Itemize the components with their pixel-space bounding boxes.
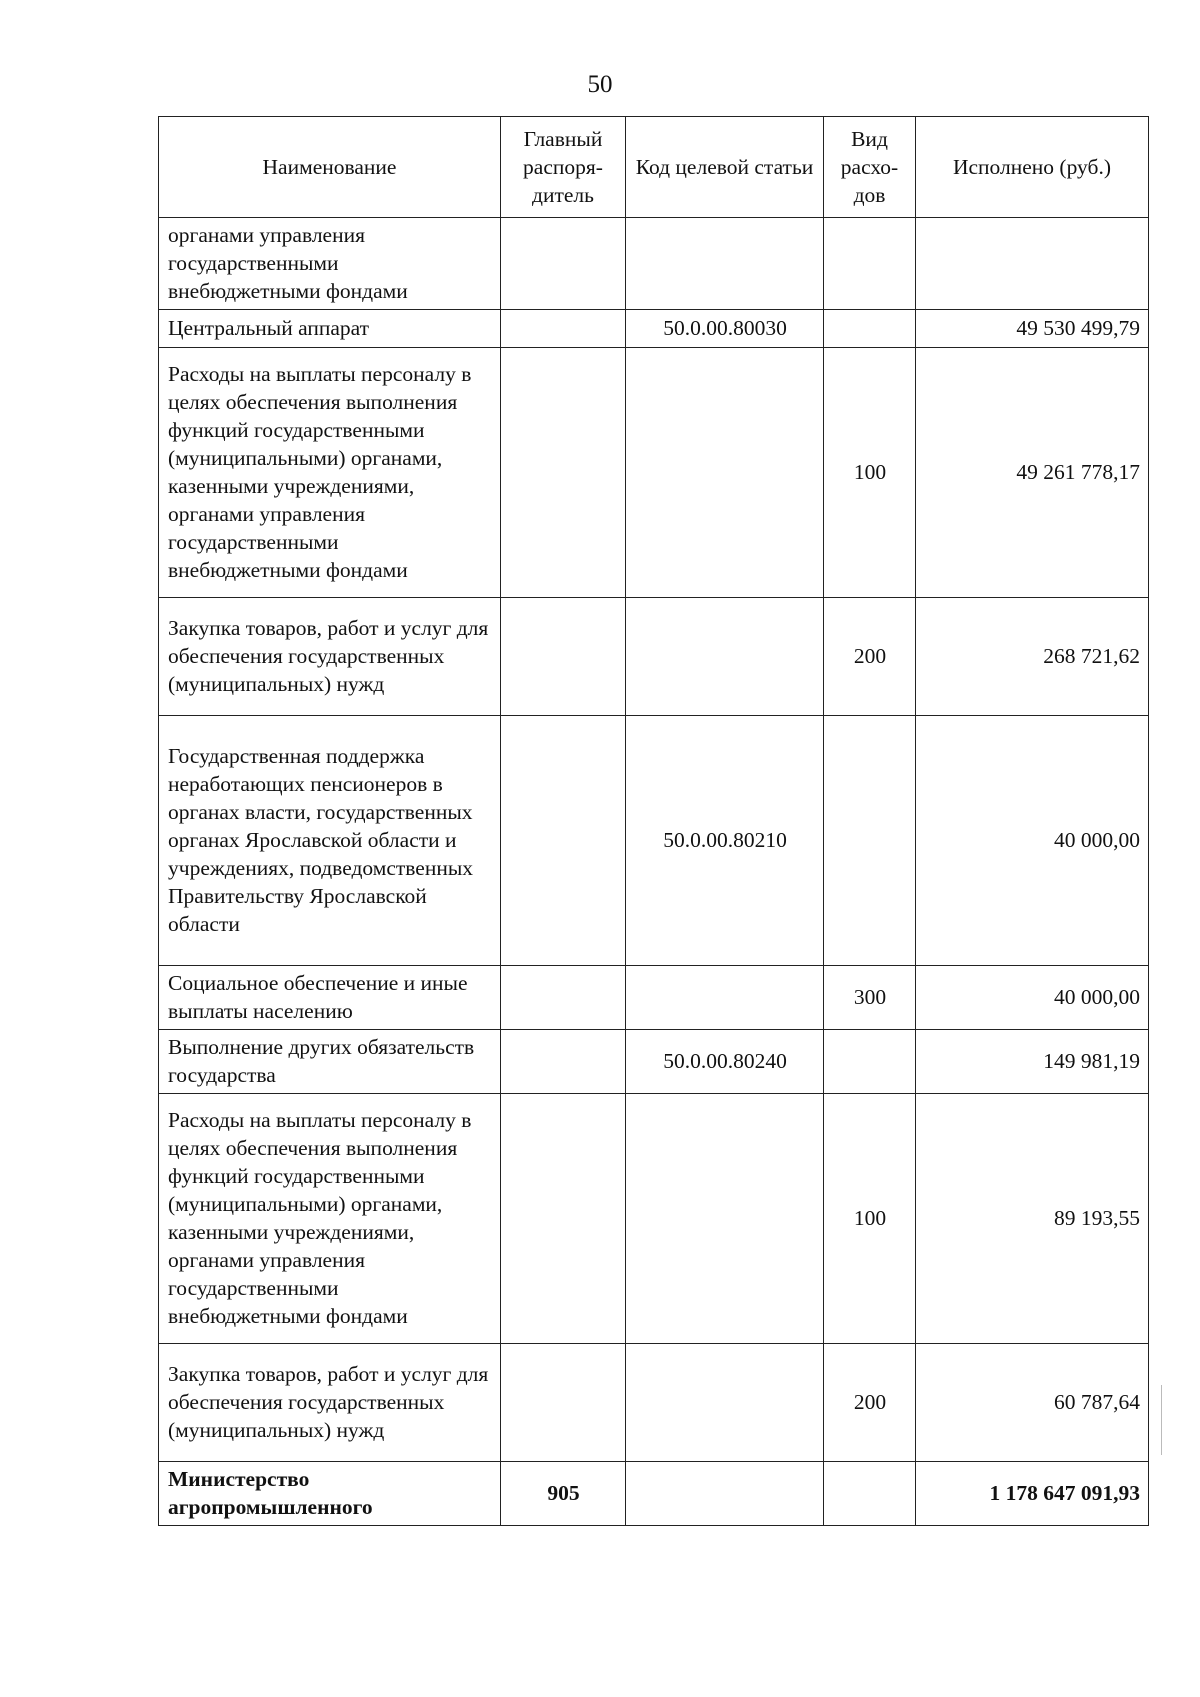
row-code <box>626 598 824 716</box>
table-row <box>159 218 1149 310</box>
table-row <box>159 1462 1149 1526</box>
header-manager: Главный распоря-дитель <box>501 117 626 218</box>
row-amount: 1 178 647 091,93 <box>916 1462 1149 1526</box>
row-code: 50.0.00.80030 <box>626 310 824 348</box>
table-row <box>159 716 1149 966</box>
table-row <box>159 598 1149 716</box>
row-amount: 60 787,64 <box>916 1344 1149 1462</box>
table-row <box>159 1030 1149 1094</box>
row-code <box>626 348 824 598</box>
row-type <box>824 218 916 310</box>
table-row <box>159 966 1149 1030</box>
row-code: 50.0.00.80240 <box>626 1030 824 1094</box>
row-type: 300 <box>824 966 916 1030</box>
row-type: 200 <box>824 598 916 716</box>
row-manager: 905 <box>501 1462 626 1526</box>
row-name: Центральный аппарат <box>159 310 501 348</box>
row-code <box>626 1462 824 1526</box>
row-name: Закупка товаров, работ и услуг для обеспечения государственных (муниципальных) нужд <box>159 1344 501 1462</box>
header-type: Вид расхо-дов <box>824 117 916 218</box>
row-amount: 89 193,55 <box>916 1094 1149 1344</box>
row-amount: 49 261 778,17 <box>916 348 1149 598</box>
expenditure-table <box>158 116 1149 1526</box>
row-manager <box>501 966 626 1030</box>
page-number: 50 <box>587 71 613 98</box>
table-row <box>159 1094 1149 1344</box>
row-manager <box>501 1030 626 1094</box>
table-body <box>159 218 1149 1526</box>
row-code <box>626 218 824 310</box>
row-manager <box>501 1094 626 1344</box>
row-amount: 268 721,62 <box>916 598 1149 716</box>
header-row <box>159 117 1149 218</box>
row-amount: 40 000,00 <box>916 716 1149 966</box>
row-manager <box>501 1344 626 1462</box>
row-type <box>824 1462 916 1526</box>
table-row <box>159 348 1149 598</box>
row-type <box>824 310 916 348</box>
row-code <box>626 1344 824 1462</box>
margin-mark <box>1161 1385 1162 1455</box>
row-type: 200 <box>824 1344 916 1462</box>
row-type <box>824 716 916 966</box>
row-type: 100 <box>824 1094 916 1344</box>
row-name: Закупка товаров, работ и услуг для обеспечения государственных (муниципальных) нужд <box>159 598 501 716</box>
row-manager <box>501 218 626 310</box>
row-name: Социальное обеспечение и иные выплаты населению <box>159 966 501 1030</box>
row-amount: 49 530 499,79 <box>916 310 1149 348</box>
row-name: Расходы на выплаты персоналу в целях обеспечения выполнения функций государственными (муниципальными) органами, казенными учреждениями, органами управления государственными внебюджетными фондами <box>159 1094 501 1344</box>
row-amount <box>916 218 1149 310</box>
row-name: Министерство агропромышленного <box>159 1462 501 1526</box>
header-code: Код целевой статьи <box>626 117 824 218</box>
row-code: 50.0.00.80210 <box>626 716 824 966</box>
header-amount: Исполнено (руб.) <box>916 117 1149 218</box>
row-name: Выполнение других обязательств государства <box>159 1030 501 1094</box>
row-type: 100 <box>824 348 916 598</box>
row-name: органами управления государственными внебюджетными фондами <box>159 218 501 310</box>
row-amount: 40 000,00 <box>916 966 1149 1030</box>
row-manager <box>501 598 626 716</box>
table-header <box>159 117 1149 218</box>
row-code <box>626 1094 824 1344</box>
row-type <box>824 1030 916 1094</box>
table-row <box>159 310 1149 348</box>
row-amount: 149 981,19 <box>916 1030 1149 1094</box>
row-manager <box>501 310 626 348</box>
row-name: Расходы на выплаты персоналу в целях обеспечения выполнения функций государственными (муниципальными) органами, казенными учреждениями, органами управления государственными внебюджетными фондами <box>159 348 501 598</box>
row-manager <box>501 716 626 966</box>
row-name: Государственная поддержка неработающих пенсионеров в органах власти, государственных органах Ярославской области и учреждениях, подведомственных Правительству Ярославской области <box>159 716 501 966</box>
row-manager <box>501 348 626 598</box>
table-row <box>159 1344 1149 1462</box>
header-name: Наименование <box>159 117 501 218</box>
row-code <box>626 966 824 1030</box>
